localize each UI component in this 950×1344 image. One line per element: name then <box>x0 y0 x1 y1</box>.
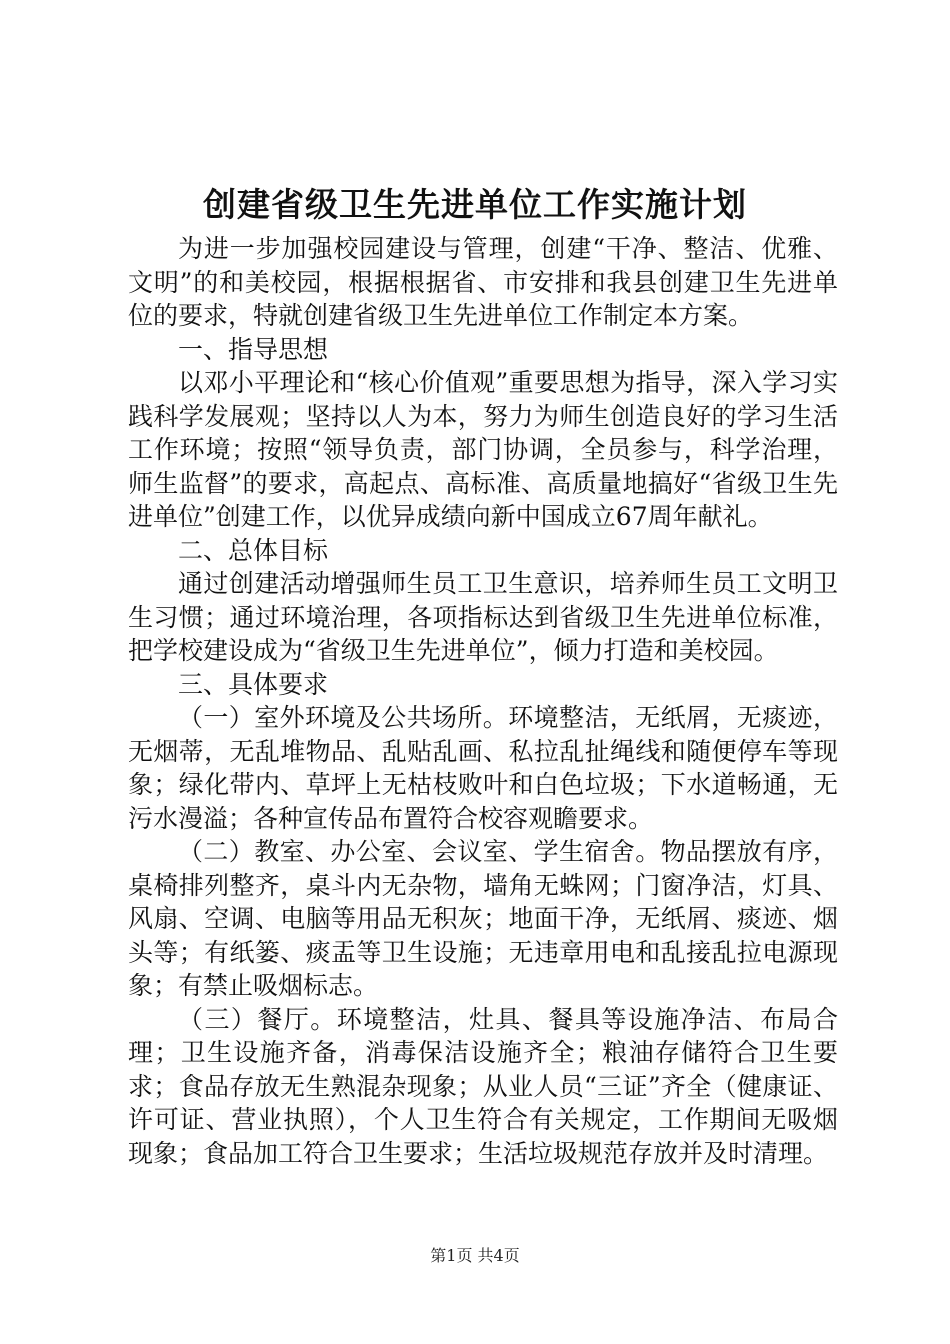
section-heading-guiding-ideology: 一、指导思想 <box>178 334 329 364</box>
document-title: 创建省级卫生先进单位工作实施计划 <box>203 185 747 224</box>
requirement-item-canteen: （三）餐厅。环境整洁，灶具、餐具等设施净洁、布局合理；卫生设施齐备，消毒保洁设施齐全；粮油存储符合卫生要求；食品存放无生熟混杂现象；从业人员“三证”齐全（健康证、许可证、营业执照），个人卫生符合有关规定，工作期间无吸烟现象；食品加工符合卫生要求；生活垃圾规范存放并及时清理。 <box>128 1004 838 1168</box>
requirement-item-classrooms: （二）教室、办公室、会议室、学生宿舍。物品摆放有序，桌椅排列整齐，桌斗内无杂物，墙角无蛛网；门窗净洁，灯具、风扇、空调、电脑等用品无积灰；地面干净，无纸屑、痰迹、烟头等；有纸篓、痰盂等卫生设施；无违章用电和乱接乱拉电源现象；有禁止吸烟标志。 <box>128 837 838 1000</box>
section-paragraph-guiding-ideology: 以邓小平理论和“核心价值观”重要思想为指导，深入学习实践科学发展观；坚持以人为本，努力为师生创造良好的学习生活工作环境；按照“领导负责，部门协调，全员参与，科学治理，师生监督”的要求，高起点、高标准、高质量地搞好“省级卫生先进单位”创建工作，以优异成绩向新中国成立67周年献礼。 <box>128 368 838 531</box>
intro-paragraph: 为进一步加强校园建设与管理，创建“干净、整洁、优雅、文明”的和美校园，根据根据省、市安排和我县创建卫生先进单位的要求，特就创建省级卫生先进单位工作制定本方案。 <box>128 234 838 330</box>
requirement-item-outdoor: （一）室外环境及公共场所。环境整洁，无纸屑，无痰迹，无烟蒂，无乱堆物品、乱贴乱画、私拉乱扯绳线和随便停车等现象；绿化带内、草坪上无枯枝败叶和白色垃圾；下水道畅通，无污水漫溢；各种宣传品布置符合校容观瞻要求。 <box>128 703 838 833</box>
document-body <box>128 232 838 1170</box>
page-footer: 第1页 共4页 <box>430 1246 520 1265</box>
section-heading-overall-goal: 二、总体目标 <box>178 535 329 565</box>
section-heading-specific-requirements: 三、具体要求 <box>178 669 329 699</box>
section-paragraph-overall-goal: 通过创建活动增强师生员工卫生意识，培养师生员工文明卫生习惯；通过环境治理，各项指标达到省级卫生先进单位标准，把学校建设成为“省级卫生先进单位”，倾力打造和美校园。 <box>128 569 838 665</box>
